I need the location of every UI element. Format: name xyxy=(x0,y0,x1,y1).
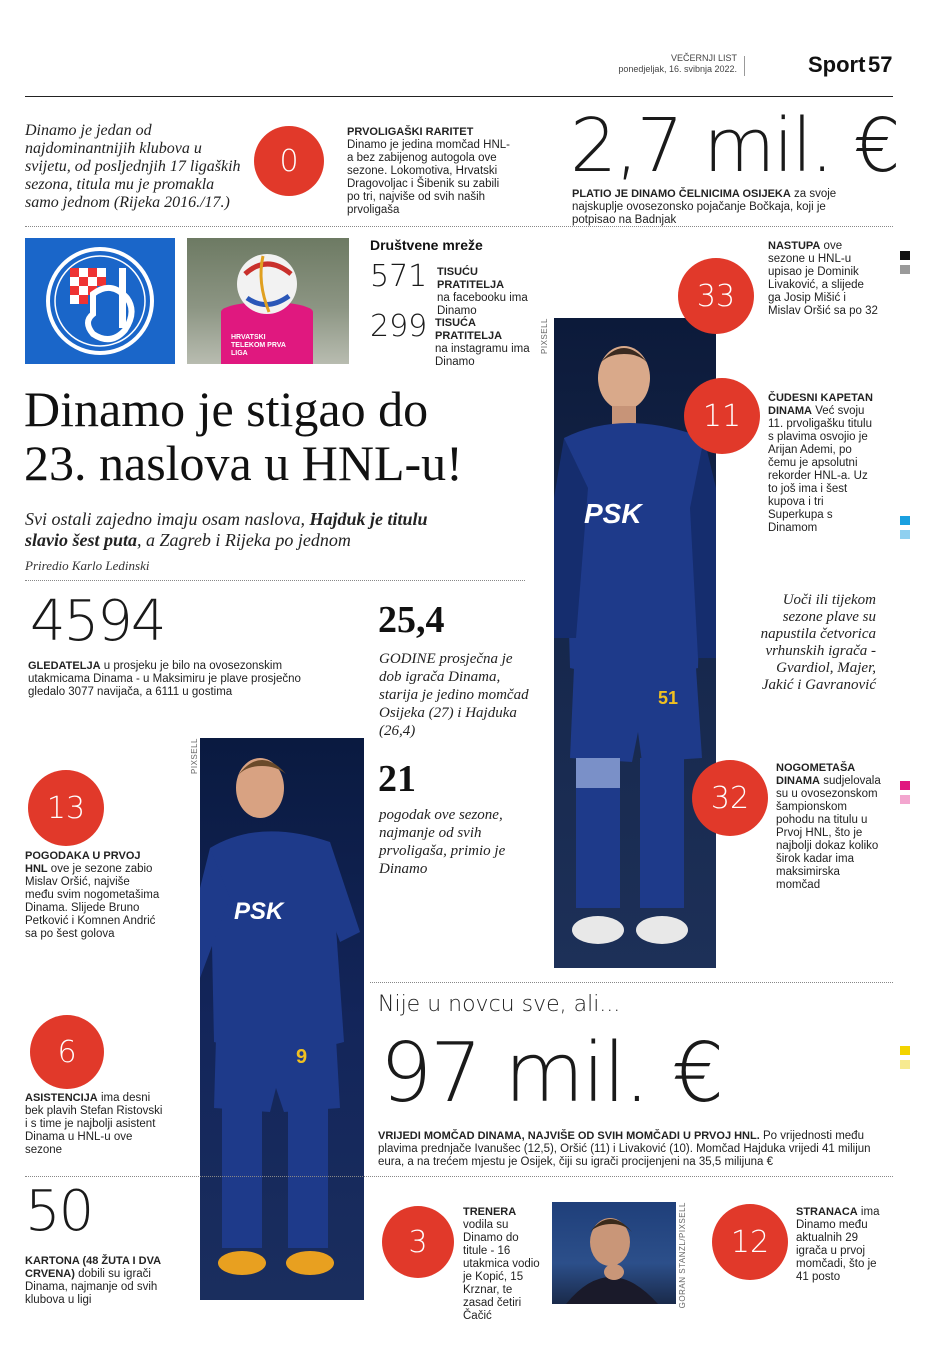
social-facebook-text xyxy=(437,266,547,318)
color-tab xyxy=(900,1046,910,1055)
intro-text: Dinamo je jedan od najdominantnijih klubova u svijetu, od posljednjih 17 ligaških sezona, titula mu je promakla samo jednom (Rijeka 2016./17.) xyxy=(25,122,241,211)
stat-number: 32 xyxy=(710,780,750,816)
dinamo-crest-icon xyxy=(25,238,175,364)
avg-age-number: 25,4 xyxy=(378,599,445,641)
player-figure xyxy=(200,738,364,1300)
squad-value-number: 97 mil. € xyxy=(380,1026,723,1121)
stat-number: 6 xyxy=(57,1034,77,1070)
money-lead: Nije u novcu sve, ali... xyxy=(378,992,621,1017)
stat-number: 33 xyxy=(696,278,736,314)
stat-kicker: TISUĆA PRATITELJA xyxy=(435,317,503,342)
stat-circle-3 xyxy=(382,1206,454,1278)
social-title: Društvene mreže xyxy=(370,237,483,253)
stat-body: ove je sezone zabio Mislav Oršić, najviše među svim nogometašima Dinama. Slijede Bruno Petković i Komnen Andrić sa po šest golova xyxy=(25,863,160,940)
dotted-divider xyxy=(25,580,525,581)
stat-kicker: PRVOLIGAŠKI RARITET xyxy=(347,126,474,138)
color-tab xyxy=(900,251,910,260)
stat-circle-12 xyxy=(712,1204,788,1280)
stat-body: sudjelovala su u ovosezonskom šampionskom pohodu na titulu u Prvoj HNL, što je najbolji dokaz koliko širok kadar ima maksimirska momčad xyxy=(776,775,881,891)
stat-kicker: GLEDATELJA xyxy=(28,660,101,672)
stat-kicker: TRENERA xyxy=(463,1206,517,1218)
stat-body: za svoje najskuplje ovosezonsko pojačanje Bočkaja, koji je potpisao na Badnjak xyxy=(572,188,837,226)
stat-circle-0 xyxy=(254,126,324,196)
issue-date: ponedjeljak, 16. svibnja 2022. xyxy=(618,64,737,74)
stat-body: Po vrijednosti među plavima prednjače Ivanušec (12,5), Oršić (11) i Livaković (10). Momčad Hajduka vrijedi 41 milijun eura, a na trećem mjestu je Osijek, čiji su igrači procijenjeni na 35,5 milijuna € xyxy=(378,1130,871,1168)
attendance-text xyxy=(28,660,338,699)
stat-body: dobili su igrači Dinama, najmanje od svih klubova u ligi xyxy=(25,1268,158,1306)
stat-circle-6 xyxy=(30,1015,104,1089)
stat-32-text xyxy=(776,762,886,892)
stat-33-text xyxy=(768,240,878,318)
stat-number: 11 xyxy=(702,398,742,434)
header-rule xyxy=(25,96,893,97)
stat-circle-32 xyxy=(692,760,768,836)
section-title: Sport xyxy=(808,52,866,77)
photo-credit: PIXSELL xyxy=(190,738,199,774)
cards-text xyxy=(25,1255,165,1307)
stat-circle-11 xyxy=(684,378,760,454)
headline-subtitle xyxy=(25,509,465,551)
stat-kicker: TISUĆU PRATITELJA xyxy=(437,266,505,291)
headline-line: 23. naslova u HNL-u! xyxy=(24,435,463,491)
coach-figure xyxy=(552,1202,676,1304)
stat-12-text xyxy=(796,1206,884,1284)
stat-0-text xyxy=(347,126,512,217)
stat-body: ima Dinamo među aktualnih 29 igrača u prvoj momčadi, što je 41 posto xyxy=(796,1206,880,1283)
stat-kicker: STRANACA xyxy=(796,1206,858,1218)
stat-kicker: KARTONA (48 ŽUTA I DVA CRVENA) xyxy=(25,1255,161,1280)
shorts-number: 51 xyxy=(658,688,679,708)
dotted-divider xyxy=(25,1176,893,1177)
color-tab xyxy=(900,516,910,525)
stat-circle-33 xyxy=(678,258,754,334)
stat-kicker: ČUDESNI KAPETAN DINAMA xyxy=(768,392,873,417)
stat-3-text xyxy=(463,1206,545,1323)
ball-banner-text: HRVATSKI TELEKOM PRVA LIGA xyxy=(231,334,286,357)
social-facebook-number: 571 xyxy=(370,259,428,294)
stat-body: ove sezone u HNL-u upisao je Dominik Livaković, a slijede ga Josip Mišić i Mislav Oršić sa po 32 xyxy=(768,240,878,317)
stat-number: 12 xyxy=(730,1224,770,1260)
stat-body: ima desni bek plavih Stefan Ristovski i s time je najbolji asistent Dinama u HNL-u ove sezone xyxy=(25,1092,163,1156)
subtitle-part: , a Zagreb i Rijeka po jednom xyxy=(137,530,351,550)
color-tab xyxy=(900,265,910,274)
masthead-meta xyxy=(600,53,737,75)
stat-kicker: POGODAKA U PRVOJ HNL xyxy=(25,850,141,875)
transfer-amount: 2,7 mil. € xyxy=(570,103,899,189)
goals-conceded-number: 21 xyxy=(378,758,416,800)
shorts-number: 9 xyxy=(296,1046,308,1068)
color-tab xyxy=(900,795,910,804)
publication-name: VEČERNJI LIST xyxy=(670,53,737,63)
stat-kicker: PLATIO JE DINAMO ČELNICIMA OSIJEKA xyxy=(572,188,791,200)
stat-6-text xyxy=(25,1092,165,1157)
header-divider xyxy=(744,56,745,76)
stat-kicker: NOGOMETAŠA DINAMA xyxy=(776,762,855,787)
stat-circle-13 xyxy=(28,770,104,846)
dinamo-logo-image xyxy=(25,238,175,364)
stat-kicker: ASISTENCIJA xyxy=(25,1092,98,1104)
stat-body: vodila su Dinamo do titule - 16 utakmica vodio je Kopić, 15 Krznar, te zasad četiri Čačić xyxy=(463,1219,540,1322)
photo-credit: GORAN STANZL/PIXSELL xyxy=(678,1202,687,1309)
color-tab xyxy=(900,781,910,790)
subtitle-emphasis: Hajduk je titulu slavio šest puta xyxy=(25,509,428,550)
stat-13-text xyxy=(25,850,160,941)
pull-quote: Uoči ili tijekom sezone plave su napustila četvorica vrhunskih igrača - Gvardiol, Majer, Jakić i Gavranović xyxy=(760,592,876,693)
squad-value-text xyxy=(378,1130,878,1169)
dotted-divider xyxy=(25,226,893,227)
shirt-sponsor: PSK xyxy=(584,498,642,529)
transfer-text xyxy=(572,188,872,227)
stat-number: 0 xyxy=(279,143,299,179)
color-tab xyxy=(900,1060,910,1069)
attendance-number: 4594 xyxy=(30,589,165,654)
photo-credit: PIXSELL xyxy=(540,318,549,354)
headline-title xyxy=(24,382,544,490)
byline: Priredio Karlo Ledinski xyxy=(25,558,150,573)
stat-number: 13 xyxy=(46,790,86,826)
stat-11-text xyxy=(768,392,878,535)
subtitle-part: Svi ostali zajedno imaju osam naslova, xyxy=(25,509,310,529)
stat-body: u prosjeku je bilo na ovosezonskim utakmicama Dinama - u Maksimiru je plave prosječno gledalo 3077 navijača, a 6111 u gostima xyxy=(28,660,301,698)
goals-conceded-text: pogodak ove sezone, najmanje od svih prvoligaša, primio je Dinamo xyxy=(379,807,506,877)
social-instagram-number: 299 xyxy=(370,309,428,344)
stat-kicker: NASTUPA xyxy=(768,240,821,252)
social-instagram-text xyxy=(435,317,545,369)
stat-number: 3 xyxy=(408,1224,428,1260)
dotted-divider xyxy=(370,982,893,983)
headline-line: Dinamo je stigao do xyxy=(24,381,429,437)
color-tab xyxy=(900,530,910,539)
stat-kicker: VRIJEDI MOMČAD DINAMA, NAJVIŠE OD SVIH MOMČADI U PRVOJ HNL. xyxy=(378,1130,760,1142)
player-photo-orsic xyxy=(200,738,364,1300)
stat-body: Dinamo je jedina momčad HNL-a bez zabijenog autogola ove sezone. Lokomotiva, Hrvatski Dragovoljac i Šibenik su zabili po tri, najviše od svih naših prvoligaša xyxy=(347,139,510,216)
page-number: 57 xyxy=(868,52,893,77)
avg-age-text: GODINE prosječna je dob igrača Dinama, starija je jedino momčad Osijeka (27) i Hajduka (26,4) xyxy=(379,651,529,739)
match-ball-photo xyxy=(187,238,349,364)
coach-photo xyxy=(552,1202,676,1304)
stat-body: Već svoju 11. prvoligašku titulu s plavima osvojio je Arijan Ademi, po čemu je apsolutni rekorder HNL-a. Uz to još ima i šest kupova i tri Superkupa s Dinamom xyxy=(768,405,872,534)
shirt-sponsor: PSK xyxy=(234,898,284,925)
stat-body: na facebooku ima Dinamo xyxy=(437,292,528,317)
cards-number: 50 xyxy=(25,1179,93,1244)
stat-body: na instagramu ima Dinamo xyxy=(435,343,530,368)
